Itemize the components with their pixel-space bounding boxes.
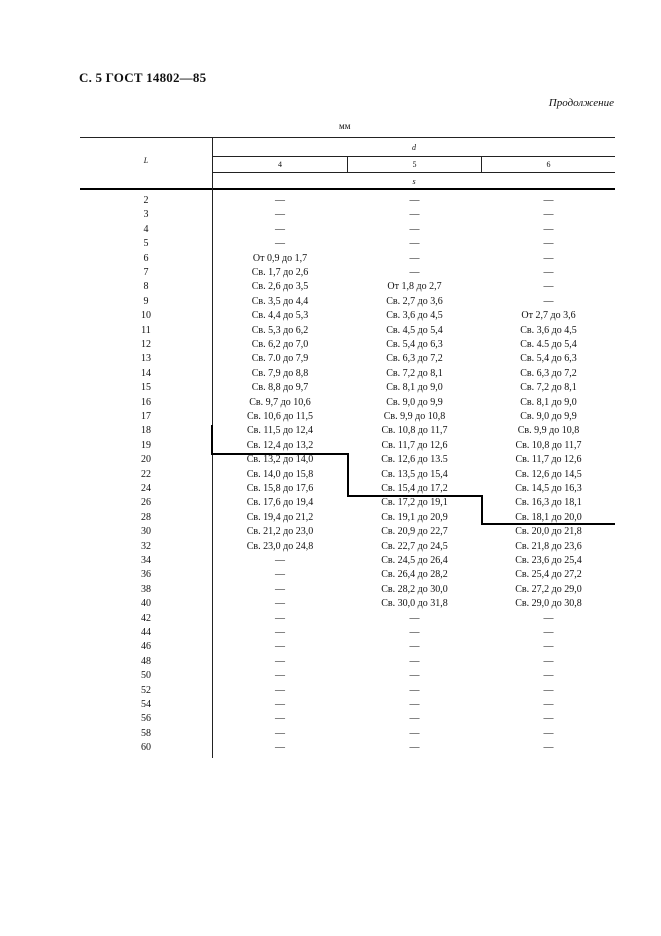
cell-d5: — [409,684,420,696]
cell-L: 58 [141,727,151,739]
cell-d5: — [409,612,420,624]
cell-d6: — [543,612,554,624]
cell-L: 8 [143,281,149,293]
cell-d4: — [275,209,285,221]
table-row [0,727,661,741]
cell-d5: Св. 11,7 до 12,6 [381,439,448,451]
table-row [0,640,661,654]
cell-d5: Св. 7,2 до 8,1 [386,367,443,379]
cell-d4: — [275,627,285,638]
cell-d6: — [543,641,554,653]
table-row [0,468,661,482]
cell-d5: Св. 24,5 до 26,4 [381,555,448,566]
cell-d4: — [275,713,285,725]
cell-d5: Св. 30,0 до 31,8 [381,598,448,610]
cell-d5: Св. 5,4 до 6,3 [386,339,443,350]
cell-L: 3 [143,209,149,221]
column-rule-5-6-header [481,156,482,172]
cell-L: 16 [141,396,151,408]
cell-d6: Св. 25,4 до 27,2 [515,569,582,581]
cell-d4: Св. 4,4 до 5,3 [251,310,309,322]
cell-d4: — [275,670,285,682]
cell-d6: — [543,195,554,206]
cell-d5: Св. 4,5 до 5,4 [386,324,443,336]
header-L: L [143,156,149,165]
table-top-rule [80,137,615,138]
table-row [0,655,661,669]
cell-L: 5 [143,238,149,250]
cell-d6: — [543,223,554,235]
table-row [0,525,661,539]
cell-L: 15 [141,382,151,394]
cell-d6: Св. 7,2 до 8,1 [520,382,577,394]
cell-d5: — [409,641,420,653]
cell-L: 19 [141,439,151,451]
cell-d6: Св. 3,6 до 4,5 [520,324,577,336]
table-row [0,568,661,582]
cell-d6: — [543,252,554,264]
cell-d4: Св. 14,0 до 15,8 [246,468,314,480]
cell-d6: — [543,209,554,221]
cell-d5: — [409,627,420,638]
cell-d5: — [409,727,420,739]
cell-d4: — [275,195,285,206]
table-row [0,295,661,309]
cell-d5: Св. 26,4 до 28,2 [381,569,448,581]
cell-d6: — [543,627,554,638]
header-d: d [412,143,416,152]
table-row [0,367,661,381]
cell-d4: — [275,742,285,754]
cell-d4: Св. 8,8 до 9,7 [251,382,309,394]
cell-d5: — [409,209,420,221]
table-row [0,712,661,726]
cell-d5: Св. 10,8 до 11,7 [381,425,448,437]
cell-d6: — [543,295,554,307]
cell-d6: Св. 9,0 до 9,9 [520,411,577,422]
table-row [0,381,661,395]
cell-d6: — [543,670,554,682]
table-row [0,237,661,251]
table-row [0,410,661,424]
table-row [0,439,661,453]
cell-L: 56 [141,713,151,725]
cell-d6: — [543,267,554,278]
cell-d4: Св. 12,4 до 13,2 [246,439,314,451]
cell-d6: Св. 11,7 до 12,6 [515,454,582,466]
cell-d5: Св. 12,6 до 13.5 [381,454,448,466]
cell-L: 11 [141,324,151,336]
cell-L: 42 [141,612,151,624]
table-row [0,396,661,410]
cell-d4: Св. 9,7 до 10,6 [249,396,311,408]
cell-d5: Св. 28,2 до 30,0 [381,583,448,595]
table-row [0,540,661,554]
cell-L: 46 [141,641,151,653]
cell-d4: Св. 5,3 до 6,2 [251,324,309,336]
cell-d4: — [275,223,285,235]
cell-L: 30 [141,526,151,538]
cell-d6: Св. 16,3 до 18,1 [515,497,582,509]
cell-d5: Св. 2,7 до 3,6 [386,295,443,307]
cell-d4: — [275,684,285,696]
cell-d5: Св. 17,2 до 19,1 [381,497,448,509]
cell-d5: — [409,670,420,682]
table-row [0,626,661,640]
table-row [0,223,661,237]
cell-d6: — [543,699,554,710]
cell-L: 44 [141,627,151,638]
cell-d5: Св. 8,1 до 9,0 [386,382,443,394]
header-d-4: 4 [278,160,282,169]
cell-d5: Св. 19,1 до 20,9 [381,511,448,523]
page-header: С. 5 ГОСТ 14802—85 [79,70,207,85]
cell-d4: — [275,598,285,610]
cell-d5: Св. 15,4 до 17,2 [381,483,448,494]
cell-d4: — [275,699,285,710]
cell-d6: — [543,655,554,667]
cell-d4: Св. 3,5 до 4,4 [251,295,309,307]
cell-d5: Св. 9,0 до 9,9 [386,396,443,408]
cell-L: 52 [141,684,151,696]
table-row [0,741,661,755]
cell-d6: Св. 23,6 до 25,4 [515,555,582,566]
cell-L: 4 [143,223,149,235]
cell-L: 9 [143,295,149,307]
cell-d5: Св. 9,9 до 10,8 [383,411,446,422]
cell-d5: Св. 22,7 до 24,5 [381,540,448,552]
cell-d4: — [275,612,285,624]
cell-d5: — [409,699,420,710]
header-values-rule [213,172,615,173]
cell-d6: Св. 8,1 до 9,0 [520,396,577,408]
cell-d4: — [275,727,285,739]
cell-d4: — [275,555,285,566]
cell-d6: Св. 4.5 до 5,4 [520,339,577,350]
cell-d6: Св. 6,3 до 7,2 [520,367,577,379]
cell-L: 38 [141,583,151,595]
cell-d4: Св. 1,7 до 2,6 [251,267,309,278]
cell-L: 14 [141,367,151,379]
cell-d5: — [409,655,420,667]
header-d-6: 6 [546,160,551,169]
table-row [0,698,661,712]
cell-L: 40 [141,598,151,610]
cell-d5: От 1,8 до 2,7 [387,281,442,293]
cell-d6: Св. 20,0 до 21,8 [515,526,582,538]
cell-L: 60 [141,742,151,754]
cell-d5: — [409,252,420,264]
cell-d5: — [409,742,420,754]
cell-d4: Св. 10,6 до 11,5 [246,411,314,422]
table-row [0,669,661,683]
table-row [0,208,661,222]
table-row [0,424,661,438]
cell-L: 6 [143,252,149,264]
cell-d6: — [543,727,554,739]
cell-L: 7 [143,267,149,278]
cell-L: 22 [141,468,151,480]
cell-d5: — [409,267,420,278]
table-row [0,597,661,611]
cell-d4: — [275,238,285,250]
cell-d6: Св. 14,5 до 16,3 [515,483,582,494]
table-row [0,324,661,338]
table-row [0,453,661,467]
cell-L: 13 [141,353,151,365]
cell-L: 34 [141,555,151,566]
cell-d4: Св. 15,8 до 17,6 [246,483,314,494]
cell-L: 12 [141,339,151,350]
table-row [0,280,661,294]
header-d-5: 5 [412,160,417,169]
cell-d6: — [543,742,554,754]
cell-d4: Св. 13,2 до 14,0 [246,454,314,466]
cell-d4: Св. 21,2 до 23,0 [246,526,314,538]
cell-d6: От 2,7 до 3,6 [521,310,576,322]
cell-d5: — [409,195,420,206]
cell-d4: От 0,9 до 1,7 [252,252,308,264]
cell-d6: Св. 9,9 до 10,8 [517,425,580,437]
header-s: s [412,177,416,186]
cell-L: 36 [141,569,151,581]
cell-d4: — [275,583,285,595]
table-row [0,338,661,352]
cell-L: 20 [141,454,151,466]
cell-d4: — [275,569,285,581]
cell-L: 2 [143,195,149,206]
continuation-label: Продолжение [548,97,614,109]
cell-d6: Св. 5,4 до 6,3 [520,353,577,365]
cell-d4: Св. 7.0 до 7,9 [251,353,309,365]
cell-L: 17 [141,411,151,422]
cell-d6: — [543,281,554,293]
cell-L: 54 [141,699,151,710]
cell-d6: — [543,684,554,696]
cell-d4: Св. 2,6 до 3,5 [251,281,309,293]
table-row [0,583,661,597]
units-label: мм [339,121,351,131]
table-row [0,309,661,323]
cell-L: 28 [141,511,151,523]
cell-L: 50 [141,670,151,682]
table-row [0,266,661,280]
cell-d6: Св. 29,0 до 30,8 [515,598,582,610]
cell-L: 26 [141,497,151,509]
cell-d6: Св. 12,6 до 14,5 [515,468,582,480]
header-bottom-rule [80,188,615,190]
cell-d5: Св. 20,9 до 22,7 [381,526,448,538]
cell-d5: — [409,238,420,250]
column-rule-4-5-header [347,156,348,172]
cell-d5: — [409,223,420,235]
cell-d4: Св. 23,0 до 24,8 [246,540,314,552]
table-row [0,511,661,525]
cell-d6: Св. 27,2 до 29,0 [515,583,582,595]
cell-d4: — [275,655,285,667]
table-row [0,482,661,496]
table-row [0,252,661,266]
table-row [0,612,661,626]
cell-d6: — [543,238,554,250]
table-row [0,496,661,510]
table-row [0,554,661,568]
cell-d5: Св. 13,5 до 15,4 [381,468,448,480]
table-row [0,352,661,366]
cell-d4: Св. 19,4 до 21,2 [246,511,314,523]
cell-d6: — [543,713,554,725]
cell-d4: Св. 11,5 до 12,4 [246,425,314,437]
cell-d6: Св. 21,8 до 23,6 [515,540,582,552]
cell-d6: Св. 18,1 до 20,0 [515,511,582,523]
header-d-rule [213,156,615,157]
table-row [0,194,661,208]
cell-d4: Св. 17,6 до 19,4 [246,497,314,509]
cell-d5: Св. 6,3 до 7,2 [386,353,443,365]
cell-d6: Св. 10,8 до 11,7 [515,439,582,451]
cell-d4: Св. 7,9 до 8,8 [251,367,309,379]
cell-L: 24 [141,483,151,494]
cell-L: 10 [141,310,151,322]
cell-d5: Св. 3,6 до 4,5 [386,310,443,322]
cell-d4: — [275,641,285,653]
cell-L: 32 [141,540,151,552]
cell-d4: Св. 6,2 до 7,0 [251,339,309,350]
cell-L: 48 [141,655,151,667]
cell-d5: — [409,713,420,725]
table-row [0,684,661,698]
cell-L: 18 [141,425,151,437]
